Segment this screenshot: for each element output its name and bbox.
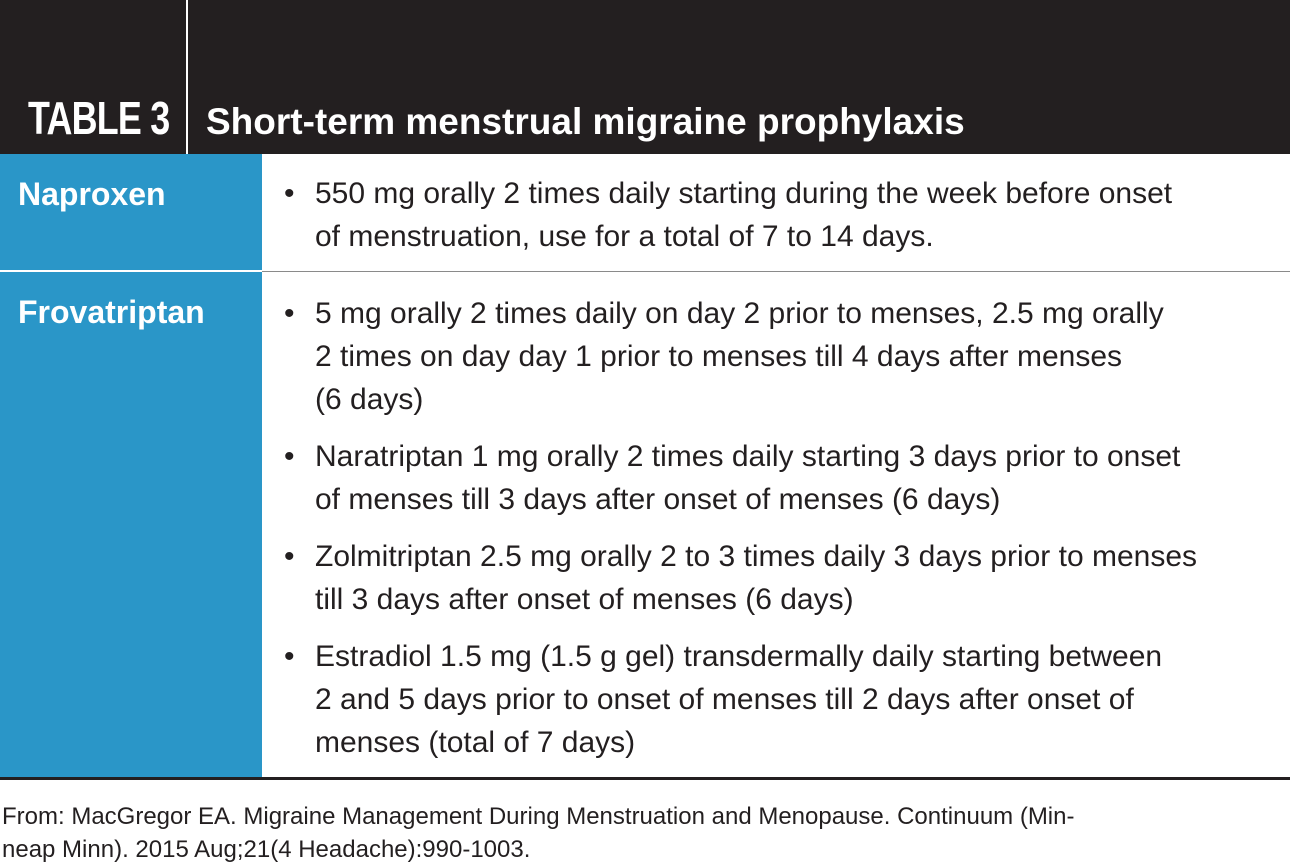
list-item-text: Estradiol 1.5 mg (1.5 g gel) transdermally daily starting between 2 and 5 days prior to onset of menses till 2 days after onset of menses (total of 7 days) xyxy=(315,640,1163,759)
list-item xyxy=(284,635,1274,764)
list-item xyxy=(284,535,1274,621)
list-item-text: 550 mg orally 2 times daily starting during the week before onset of menstruation, use for a total of 7 to 14 days. xyxy=(315,177,1173,253)
header-divider xyxy=(186,0,188,154)
bullet-icon: • xyxy=(284,297,295,330)
drug-name: Naproxen xyxy=(18,176,166,212)
bullet-icon: • xyxy=(284,440,295,473)
source-citation: From: MacGregor EA. Migraine Management During Menstruation and Menopause. Continuum (Min- neap Minn). 2015 Aug;21(4 Headache):990-1003. xyxy=(2,803,1075,863)
list-item-text: Zolmitriptan 2.5 mg orally 2 to 3 times daily 3 days prior to menses till 3 days after onset of menses (6 days) xyxy=(315,540,1198,616)
table-number: TABLE 3 xyxy=(28,92,170,144)
table-bottom-rule xyxy=(0,777,1290,780)
list-item xyxy=(284,172,1274,258)
bullet-icon: • xyxy=(284,640,295,673)
bullet-icon: • xyxy=(284,540,295,573)
bullet-icon: • xyxy=(284,177,295,210)
list-item-text: 5 mg orally 2 times daily on day 2 prior to menses, 2.5 mg orally 2 times on day day 1 prior to menses till 4 days after menses (6 days) xyxy=(315,297,1164,416)
row-content-cell xyxy=(262,272,1290,777)
list-item xyxy=(284,435,1274,521)
table-row-frovatriptan xyxy=(0,272,1290,777)
table-row-naproxen xyxy=(0,154,1290,271)
row-content-cell xyxy=(262,154,1290,271)
table-header xyxy=(0,0,1290,154)
drug-name: Frovatriptan xyxy=(18,294,205,330)
list-item xyxy=(284,292,1274,421)
row-label-cell xyxy=(0,272,262,777)
table-title: Short-term menstrual migraine prophylaxis xyxy=(206,101,965,142)
row-label-cell xyxy=(0,154,262,271)
list-item-text: Naratriptan 1 mg orally 2 times daily starting 3 days prior to onset of menses till 3 days after onset of menses (6 days) xyxy=(315,440,1181,516)
